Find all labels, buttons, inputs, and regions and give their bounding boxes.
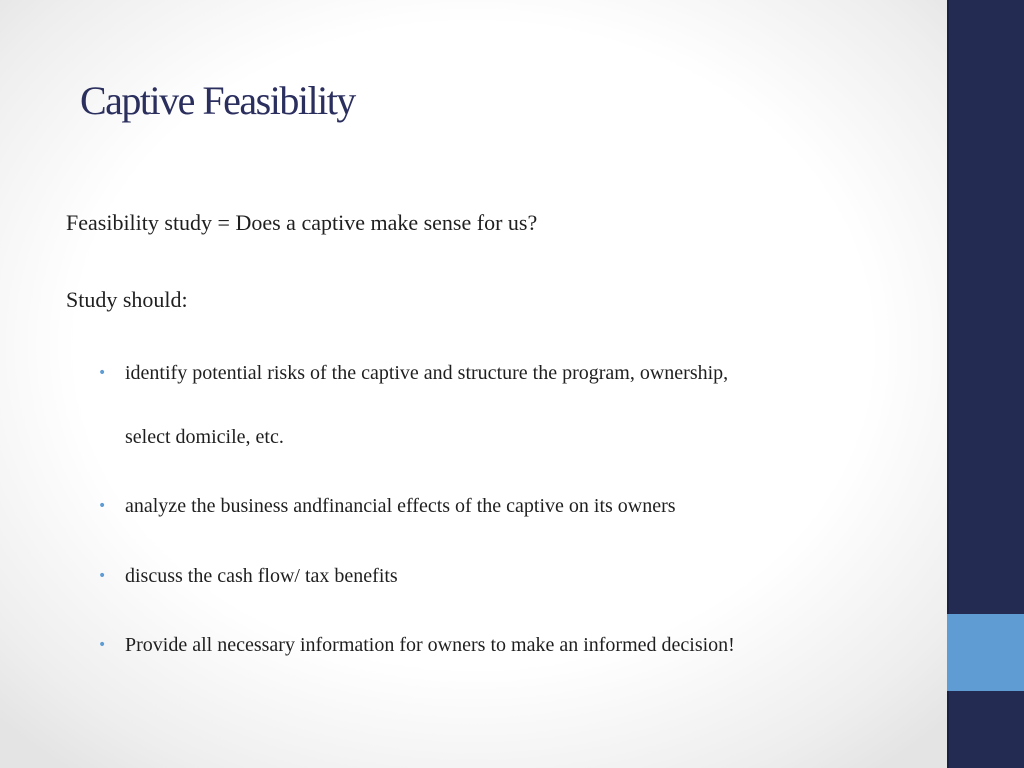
intro-definition: Feasibility study = Does a captive make sense for us? bbox=[66, 210, 538, 235]
slide-title: Captive Feasibility bbox=[80, 78, 355, 123]
bullet-dot-icon: • bbox=[98, 637, 107, 653]
sidebar-accent-block bbox=[947, 614, 1024, 691]
bullet-dot-icon: • bbox=[98, 365, 107, 381]
bullet-dot-icon: • bbox=[98, 498, 107, 514]
bullet-text-line: discuss the cash flow/ tax benefits bbox=[125, 565, 398, 587]
bullet-text-line: Provide all necessary information for owners to make an informed decision! bbox=[125, 634, 735, 656]
intro-study-should: Study should: bbox=[66, 287, 188, 312]
bullet-text-line: select domicile, etc. bbox=[125, 426, 284, 448]
bullet-text-line: analyze the business andfinancial effects of the captive on its owners bbox=[125, 495, 676, 517]
bullet-text-line: identify potential risks of the captive and structure the program, ownership, bbox=[125, 362, 729, 384]
bullet-dot-icon: • bbox=[98, 568, 107, 584]
